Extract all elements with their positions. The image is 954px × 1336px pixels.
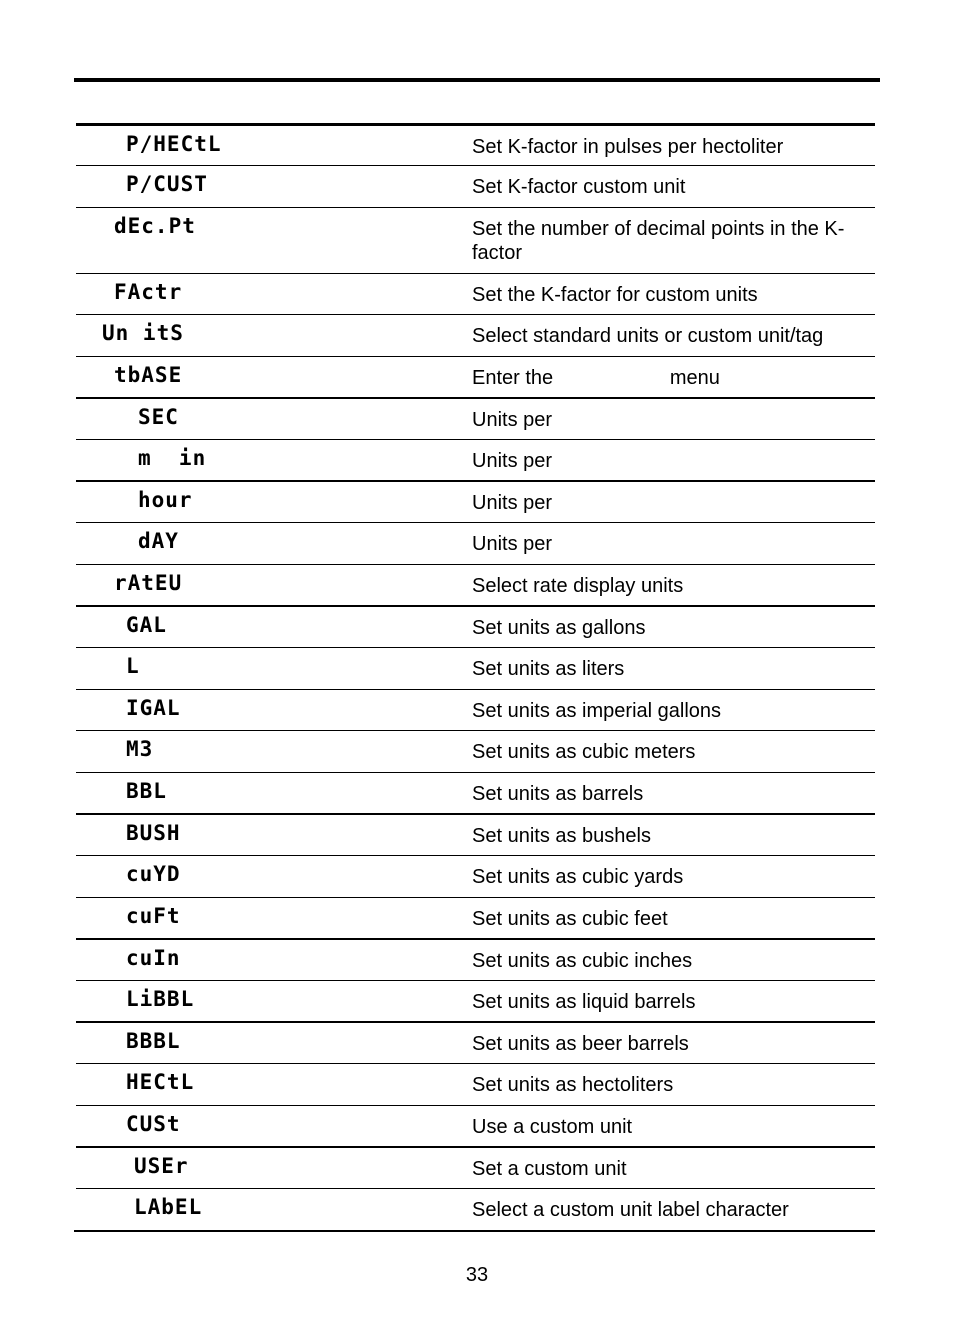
display-code: BBL <box>126 779 167 803</box>
table-row <box>76 208 875 274</box>
table-row <box>76 856 875 898</box>
description: Select a custom unit label character <box>472 1199 789 1221</box>
display-code: HECtL <box>126 1070 195 1094</box>
description: Set K-factor in pulses per hectoliter <box>472 136 784 158</box>
display-code: dAY <box>138 529 179 553</box>
description: Set the number of decimal points in the K-factor <box>472 218 845 264</box>
table-row <box>76 1064 875 1106</box>
display-code: GAL <box>126 613 167 637</box>
display-code: LAbEL <box>134 1195 203 1219</box>
description: Set units as bushels <box>472 825 651 847</box>
display-code: BBBL <box>126 1029 181 1053</box>
menu-table <box>76 123 875 1232</box>
description: Set units as liters <box>472 658 625 680</box>
table-row <box>76 940 875 981</box>
table-row <box>76 731 875 773</box>
description: Units per <box>472 450 553 472</box>
table-row <box>76 523 875 565</box>
display-code: cuIn <box>126 946 181 970</box>
display-code: LiBBL <box>126 987 195 1011</box>
description: Select rate display units <box>472 575 684 597</box>
description: Set units as cubic feet <box>472 908 668 930</box>
display-code: hour <box>138 488 193 512</box>
table-row <box>76 166 875 208</box>
display-code: cuFt <box>126 904 181 928</box>
display-code: m in <box>138 446 207 470</box>
table-row <box>76 1023 875 1064</box>
display-code: Un itS <box>102 321 184 345</box>
display-code: FActr <box>114 280 183 304</box>
display-code: BUSH <box>126 821 181 845</box>
description: Units per <box>472 533 553 555</box>
table-row <box>76 440 875 482</box>
table-row <box>76 898 875 940</box>
table-row <box>76 648 875 690</box>
table-row <box>76 1148 875 1189</box>
description: Enter the menu <box>472 367 720 389</box>
description: Use a custom unit <box>472 1116 633 1138</box>
description: Select standard units or custom unit/tag <box>472 325 824 347</box>
table-row <box>76 773 875 815</box>
table-row <box>76 815 875 856</box>
description: Set K-factor custom unit <box>472 176 686 198</box>
description: Set units as gallons <box>472 617 646 639</box>
display-code: P/CUST <box>126 172 208 196</box>
display-code: SEC <box>138 405 179 429</box>
display-code: M3 <box>126 737 154 761</box>
display-code: L <box>126 654 140 678</box>
description: Set units as cubic meters <box>472 741 696 763</box>
description: Set units as hectoliters <box>472 1074 674 1096</box>
table-row <box>74 1189 875 1232</box>
table-row <box>76 607 875 648</box>
table-row <box>76 690 875 731</box>
page-number: 33 <box>465 1264 489 1286</box>
description: Units per <box>472 409 553 431</box>
description: Set units as imperial gallons <box>472 700 722 722</box>
display-code: dEc.Pt <box>114 214 196 238</box>
table-row <box>76 1106 875 1148</box>
table-row <box>76 274 875 315</box>
display-code: CUSt <box>126 1112 181 1136</box>
description: Set units as barrels <box>472 783 644 805</box>
table-row <box>76 482 875 523</box>
table-row <box>76 981 875 1023</box>
description: Units per <box>472 492 553 514</box>
display-code: USEr <box>134 1154 189 1178</box>
display-code: rAtEU <box>114 571 183 595</box>
description: Set units as cubic yards <box>472 866 684 888</box>
table-row <box>76 315 875 357</box>
description: Set the K-factor for custom units <box>472 284 758 306</box>
description: Set units as cubic inches <box>472 950 693 972</box>
display-code: IGAL <box>126 696 181 720</box>
table-row <box>76 565 875 607</box>
table-row <box>76 399 875 440</box>
display-code: tbASE <box>114 363 183 387</box>
table-row <box>76 357 875 399</box>
description: Set units as liquid barrels <box>472 991 696 1013</box>
description: Set a custom unit <box>472 1158 627 1180</box>
top-rule <box>74 78 880 82</box>
description: Set units as beer barrels <box>472 1033 689 1055</box>
display-code: cuYD <box>126 862 181 886</box>
table-row <box>76 126 875 166</box>
display-code: P/HECtL <box>126 132 222 156</box>
